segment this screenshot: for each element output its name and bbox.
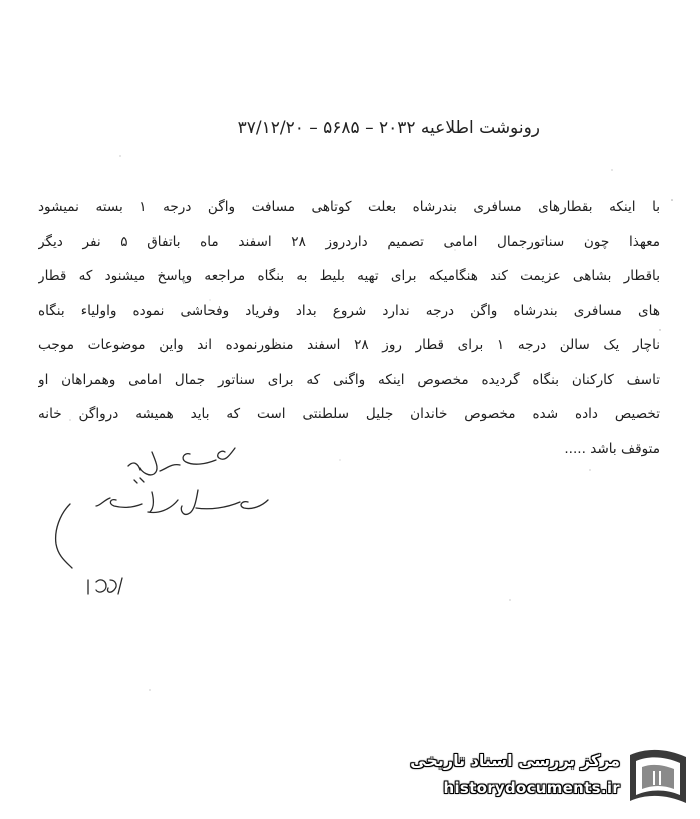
watermark-url: historydocuments.ir bbox=[443, 779, 620, 797]
document-body bbox=[38, 190, 660, 466]
body-line-2: معهذا چون سناتورجمال امامی تصمیم داردروز ۲۸ اسفند ماه باتفاق ۵ نفر دیگر bbox=[38, 233, 660, 250]
document-heading: رونوشت اطلاعیه ۲۰۳۲ – ۵۶۸۵ – ۳۷/۱۲/۲۰ bbox=[237, 118, 540, 138]
body-line-4: های مسافری بندرشاه واگن درجه ندارد شروع بداد وفریاد وفحاشی نموده واولیاء بنگاه bbox=[38, 302, 660, 319]
watermark-title: مرکز بررسی اسناد تاریخی bbox=[410, 751, 620, 770]
body-line-8: متوقف باشد ..... bbox=[564, 440, 660, 457]
watermark-footer bbox=[402, 743, 692, 813]
body-line-6: تاسف کارکنان بنگاه گردیده مخصوص اینکه واگنی که برای سناتور جمال امامی وهمراهان او bbox=[38, 371, 660, 388]
body-line-1: با اینکه بقطارهای مسافری بندرشاه بعلت کوتاهی مسافت واگن درجه ۱ بسته نمیشود bbox=[38, 199, 660, 215]
signature-scribble bbox=[30, 430, 330, 600]
body-line-7: تخصیص داده شده مخصوص خاندان جلیل سلطنتی است که باید همیشه درواگن خانه bbox=[38, 406, 660, 422]
handwritten-signature-block bbox=[30, 430, 330, 600]
body-line-5: ناچار یک سالن درجه ۱ برای قطار روز ۲۸ اسفند منظورنموده اند واین موضوعات موجب bbox=[38, 337, 660, 353]
history-documents-logo-icon bbox=[624, 745, 692, 809]
body-line-3: باقطار بشاهی عزیمت کند هنگامیکه برای تهیه بلیط به بنگاه مراجعه وپاسخ میشنود که قطار bbox=[38, 268, 660, 284]
